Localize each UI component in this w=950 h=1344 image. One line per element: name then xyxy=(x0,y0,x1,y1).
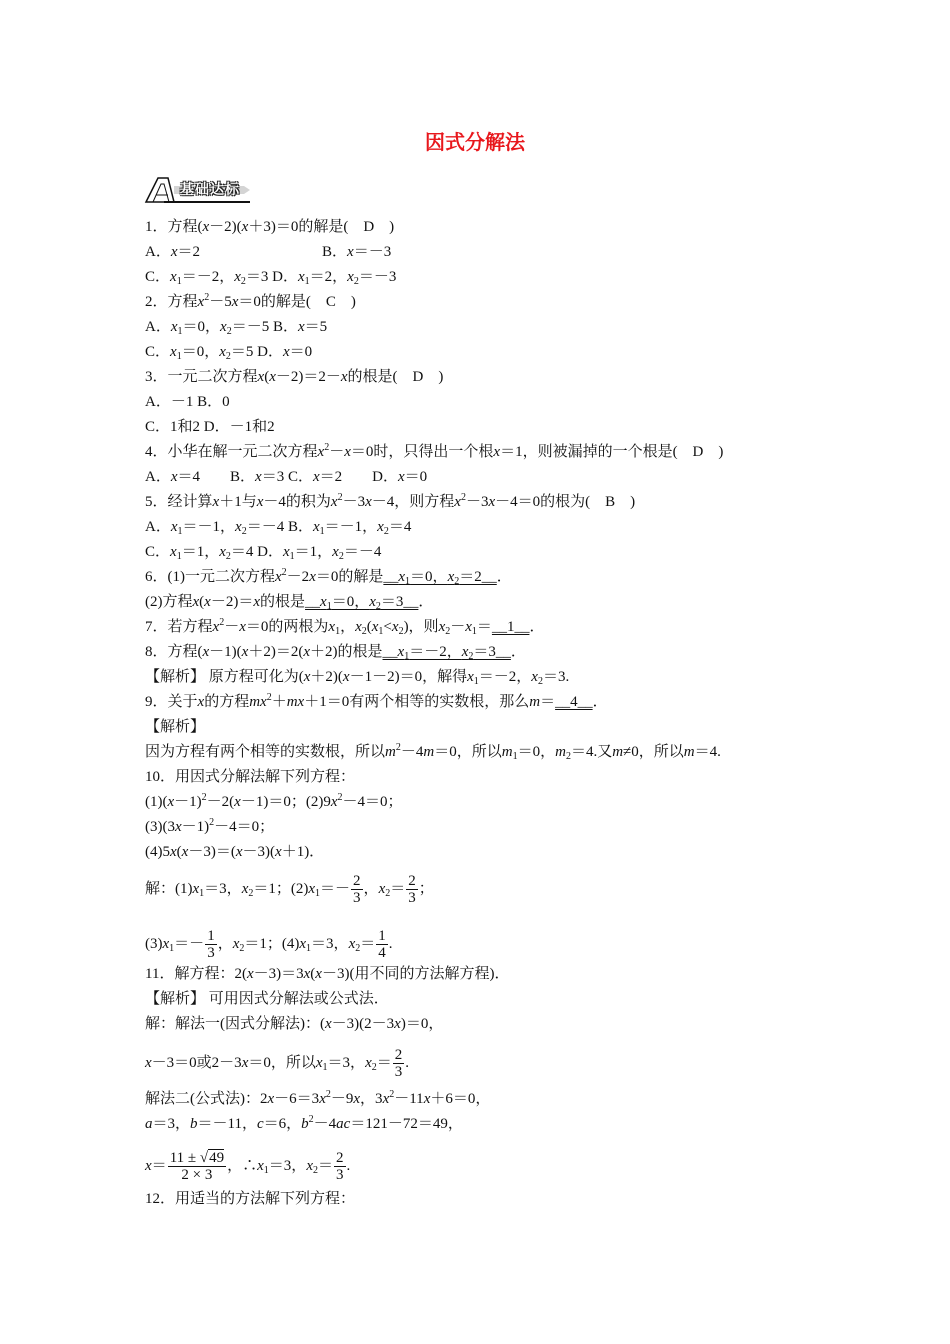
line-q2-optAB: A．$x_1=0$，$x_2=-5$ B．x＝5 xyxy=(145,319,328,337)
line-q10: 10．用因式分解法解下列方程： xyxy=(145,769,356,785)
section-banner xyxy=(144,176,252,204)
line-q9-analysis-label: 【解析】 xyxy=(145,719,206,735)
line-q2: 2．方程$x^2-5x=0$的解是( C ) xyxy=(145,292,356,310)
line-q10-4: (4)5x(x－3)＝(x－3)(x＋1)． xyxy=(145,844,325,860)
line-q11-method2: 解法二(公式法)：$2x-6=3x^2-9x$，$3x^2-11x+6=0$， xyxy=(145,1089,491,1107)
line-q10-1-2: $(1)(x-1)^2-2(x-1)=0$；$(2)9x^2-4=0$； xyxy=(145,792,403,810)
section-badge-label: 基础达标 xyxy=(180,182,240,198)
line-q5-optCD: C．$x_1=1$，$x_2=4$ D．$x_1=1$，$x_2=-4$ xyxy=(145,544,382,562)
line-q10-sol-2: $(3)x_1=-$ $\frac{1}{3}$ ，$x_2=1$；$(4)x_1=3$，$x_2=$ $\frac{1}{4}$ . xyxy=(145,928,393,961)
line-q5: 5．经计算x＋1与x－4的积为$x^2-3x-4$，则方程$x^2-3x-4=0$的根为( B ) xyxy=(145,492,636,510)
line-q1: 1．方程(x－2)(x＋3)＝0的解是( D ) xyxy=(145,219,395,235)
line-q6-1: 6．(1)一元二次方程$x^2-2x=0$的解是$\_\_x_1=0$，$x_2=2\_\_$． xyxy=(145,567,512,587)
line-q8-analysis: 【解析】 原方程可化为(x＋2)(x－1－2)＝0，解得$x_1=-2$，$x_2=3$. xyxy=(145,669,570,687)
line-q10-sol-1: 解：$(1)x_1=3$，$x_2=1$；$(2)x_1=-$ $\frac{2}{3}$ ，$x_2=$ $\frac{2}{3}$ ； xyxy=(145,873,434,906)
line-q6-2: (2)方程x(x－2)＝x的根是$\_\_x_1=0$，$x_2=3\_\_$． xyxy=(145,594,434,612)
line-q1-optB: B．x＝－3 xyxy=(322,244,392,260)
line-q3-optCD: C．1和2 D．－1和2 xyxy=(145,419,275,435)
line-q9-analysis: 因为方程有两个相等的实数根，所以$m^2-4m=0$，所以$m_1=0$，$m_2=4$.又m≠0，所以m＝4. xyxy=(145,742,721,762)
line-q12: 12．用适当的方法解下列方程： xyxy=(145,1191,356,1207)
line-q1-optCD: C．$x_1=-2$，$x_2=3$ D．$x_1=2$，$x_2=-3$ xyxy=(145,269,397,287)
line-q11-method1-result: x－3＝0或2－3x＝0，所以$x_1=3$，$x_2=$ $\frac{2}{3}$ . xyxy=(145,1047,409,1080)
line-q5-optAB: A．$x_1=-1$，$x_2=-4$ B．$x_1=-1$，$x_2=4$ xyxy=(145,519,412,537)
line-q3: 3．一元二次方程x(x－2)＝2－x的根是( D ) xyxy=(145,369,444,385)
line-q11: 11．解方程：2(x－3)＝3x(x－3)(用不同的方法解方程)． xyxy=(145,966,510,982)
line-q11-coeffs: a＝3，b＝－11，c＝6，$b^2-4ac=121-72=49$， xyxy=(145,1114,463,1132)
line-q7: 7．若方程$x^2-x=0$的两根为$x_1$，$x_2(x_1<x_2)$，则$x_2-x_1=\_\_1\_\_$． xyxy=(145,617,545,637)
line-q11-formula: x＝ $\frac{11 \pm √49}{2 \times 3}$ ，$\therefore x_1=3$，$x_2=$ $\frac{2}{3}$ . xyxy=(145,1150,351,1183)
line-q10-3: $(3)(3x-1)^2-4=0$； xyxy=(145,817,275,835)
line-q2-optCD: C．$x_1=0$，$x_2=5$ D．x＝0 xyxy=(145,344,313,362)
line-q3-optAB: A．－1 B．0 xyxy=(145,394,230,410)
line-q11-method1: 解：解法一(因式分解法)：(x－3)(2－3x)＝0， xyxy=(145,1016,444,1032)
page-title: 因式分解法 xyxy=(425,130,525,154)
line-q9: 9．关于x的方程$mx^2+mx+1=0$有两个相等的实数根，那么m＝__4__． xyxy=(145,692,608,710)
line-q4: 4．小华在解一元二次方程$x^2-x=0$时，只得出一个根x＝1，则被漏掉的一个根是( D ) xyxy=(145,442,724,460)
line-q11-analysis: 【解析】 可用因式分解法或公式法． xyxy=(145,991,389,1007)
line-q4-opts: A．x＝4 B．x＝3 C．x＝2 D．x＝0 xyxy=(145,469,428,485)
line-q8: 8．方程(x－1)(x＋2)＝2(x＋2)的根是$\_\_x_1=-2$，$x_2=3\_\_$． xyxy=(145,644,526,662)
line-q1-optA: A．x＝2 xyxy=(145,244,201,260)
